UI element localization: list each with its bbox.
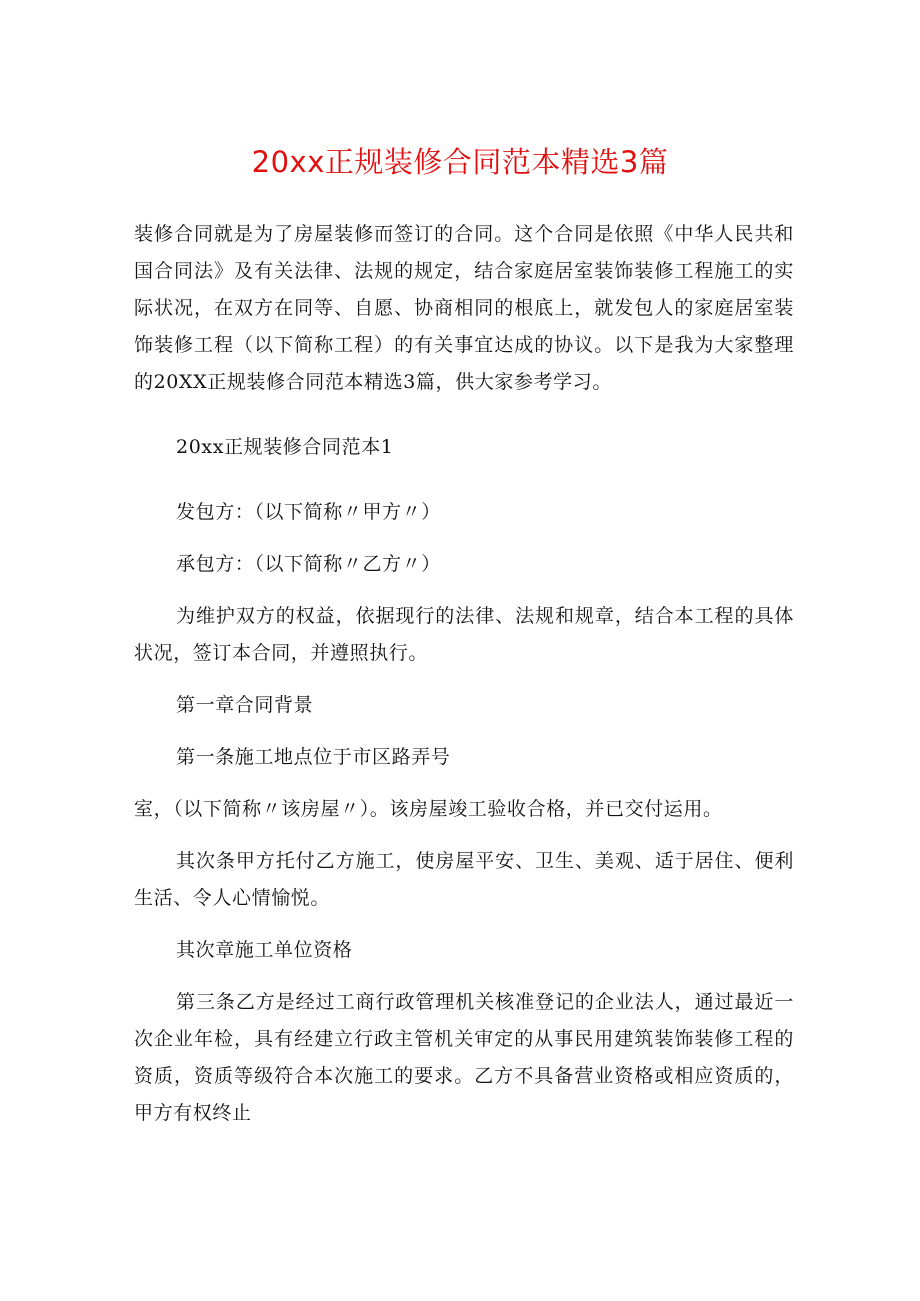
article-1-continuation: 室，（以下简称〃该房屋〃）。该房屋竣工验收合格，并已交付运用。	[134, 798, 723, 820]
chapter-2-heading: 其次章施工单位资格	[176, 939, 353, 961]
article-3-paragraph: 第三条乙方是经过工商行政管理机关核准登记的企业法人，通过最近一次企业年检，具有经建立行政主管机关审定的从事民用建筑装饰装修工程的资质，资质等级符合本次施工的要求。乙方不具备营业资格或相应资质的，甲方有权终止	[134, 991, 794, 1124]
document-body	[134, 216, 794, 1132]
chapter-1-heading: 第一章合同背景	[176, 694, 314, 716]
party-b-line: 承包方：（以下简称〃乙方〃）	[176, 553, 441, 575]
section-subtitle: 20xx正规装修合同范本1	[176, 436, 394, 458]
purpose-paragraph: 为维护双方的权益，依据现行的法律、法规和规章，结合本工程的具体状况，签订本合同，并遵照执行。	[134, 605, 794, 664]
document-title: 20xx正规装修合同范本精选3篇	[251, 145, 669, 179]
article-2-paragraph: 其次条甲方托付乙方施工，使房屋平安、卫生、美观、适于居住、便利生活、令人心情愉悦。	[134, 850, 794, 909]
article-1-line: 第一条施工地点位于市区路弄号	[176, 746, 451, 768]
intro-paragraph: 装修合同就是为了房屋装修而签订的合同。这个合同是依照《中华人民共和国合同法》及有关法律、法规的规定，结合家庭居室装饰装修工程施工的实际状况，在双方在同等、自愿、协商相同的根底上，就发包人的家庭居室装饰装修工程（以下简称工程）的有关事宜达成的协议。以下是我为大家整理的20XX正规装修合同范本精选3篇，供大家参考学习。	[134, 223, 794, 393]
party-a-line: 发包方：（以下简称〃甲方〃）	[176, 501, 441, 523]
